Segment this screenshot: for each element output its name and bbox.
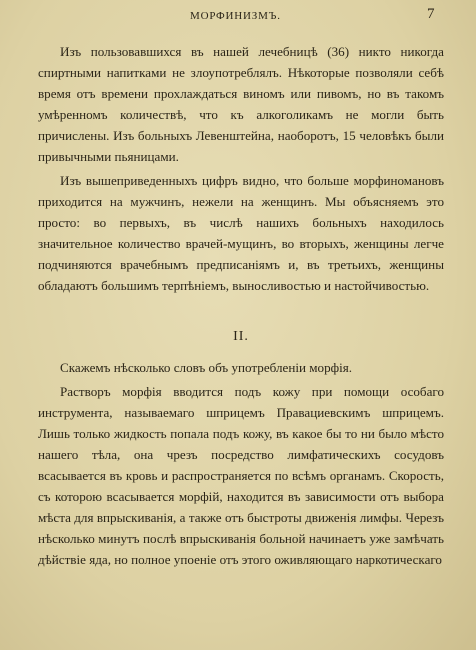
- section-intro: Скажемъ нѣсколько словъ объ употребленіи морфія.: [60, 360, 353, 375]
- paragraph-3: Растворъ морфія вводится подъ кожу при помощи особаго инструмента, называемаго шприцемъ Правациевскимъ шприцемъ. Лишь только жидкость попала подъ кожу, въ какое бы то ни было мѣсто нашего тѣла, она чрезъ посредство лимфатическихъ сосудовъ всасывается въ кровь и распространяется по всѣмъ органамъ. Скорость, съ которою всасывается морфій, находится въ зависимости отъ выбора мѣста для впрыскиванія, а также отъ быстроты движенія лимфы. Черезъ нѣсколько минутъ послѣ впрыскиванія больной начинаетъ уже замѣчать дѣйствіе яда, но полное упоеніе отъ этого оживляющаго наркотическаго: [38, 384, 444, 567]
- page-number: 7: [427, 6, 436, 22]
- paragraph-1: Изъ пользовавшихся въ нашей лечебницѣ (36) никто никогда спиртными напитками не злоупотреблялъ. Нѣкоторые позволяли себѣ время отъ времени прохлаждаться виномъ или пивомъ, но въ такомъ умѣренномъ количествѣ, что къ алкоголикамъ не могли быть причислены. Изъ больныхъ Левенштейна, наоборотъ, 15 человѣкъ были привычными пьяницами.: [38, 44, 444, 164]
- section-number: II.: [233, 329, 249, 344]
- running-head: МОРФИНИЗМЪ.: [190, 10, 281, 22]
- paragraph-2: Изъ вышеприведенныхъ цифръ видно, что больше морфиномановъ приходится на мужчинъ, нежели на женщинъ. Мы объясняемъ это просто: во первыхъ, въ числѣ нашихъ больныхъ находилось значительное количество врачей-мущинъ, во вторыхъ, женщины легче подчиняются врачебнымъ предписаніямъ и, въ третьихъ, женщины обладаютъ большимъ терпѣніемъ, выносливостью и настойчивостью.: [38, 173, 444, 293]
- page-body: [38, 41, 444, 573]
